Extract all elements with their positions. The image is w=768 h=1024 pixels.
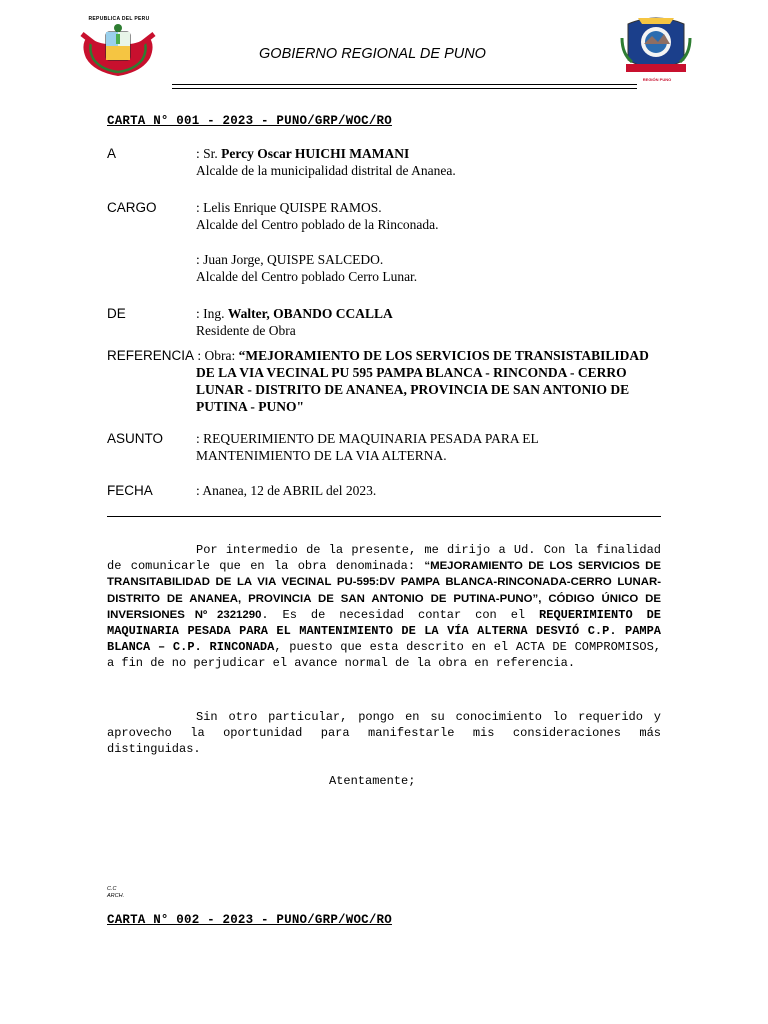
puno-region-emblem-icon (618, 14, 694, 82)
field-referencia (107, 347, 667, 414)
field-de-name: Walter, OBANDO CCALLA (227, 306, 393, 321)
field-cargo-label: CARGO (107, 200, 157, 215)
body-paragraph-2 (107, 709, 661, 758)
field-fecha-label: FECHA (107, 483, 153, 498)
body-paragraph-1 (107, 542, 661, 672)
body-p1-end: , puesto que esta descrito en el ACTA DE COMPROMISOS, a fin de no perjudicar el avance normal de la obra en referencia. (107, 640, 661, 671)
field-a-label: A (107, 146, 117, 161)
field-a-prefix: : Sr. (196, 146, 222, 161)
field-cargo-line2: Alcalde del Centro poblado de la Rinconada. (196, 217, 439, 232)
body-p1-intro: Por intermedio de la presente, me dirijo a Ud. Con la finalidad de comunicarle que en la obra denominada: (107, 543, 661, 574)
field-de-title: Residente de Obra (196, 323, 296, 338)
body-p1-project: “MEJORAMIENTO DE LOS SERVICIOS DE TRANSITABILIDAD DE LA VIA VECINAL PU-595:DV PAMPA BLANCA-RINCONADA-CERRO LUNAR-DISTRITO DE ANANEA, PROVINCIA DE SAN ANTONIO DE PUTINA-PUNO”, CÓDIGO ÚNICO DE INVERSIONES Nº 2321290 (107, 560, 661, 621)
field-referencia-line3: LUNAR - DISTRITO DE ANANEA, PROVINCIA DE SAN ANTONIO DE (196, 382, 630, 397)
header-title: GOBIERNO REGIONAL DE PUNO (259, 46, 486, 62)
body-p2-text: Sin otro particular, pongo en su conocimiento lo requerido y aprovecho la oportunidad para manifestarle mis consideraciones más distinguidas. (107, 710, 661, 757)
header-rule-thin (172, 88, 637, 89)
right-logo-caption: REGIÓN PUNO (642, 77, 672, 82)
field-referencia-line2: DE LA VIA VECINAL PU 595 PAMPA BLANCA - RINCONDA - CERRO (196, 365, 627, 380)
field-a-name: Percy Oscar HUICHI MAMANI (221, 146, 410, 161)
section-divider (107, 516, 661, 517)
field-referencia-line1: “MEJORAMIENTO DE LOS SERVICIOS DE TRANSISTABILIDAD (238, 348, 649, 363)
field-cargo-line3: : Juan Jorge, QUISPE SALCEDO. (196, 252, 384, 267)
cc-line2: ARCH. (107, 893, 125, 899)
closing-salutation: Atentamente; (329, 774, 416, 788)
field-de-label: DE (107, 306, 126, 321)
cc-note (107, 886, 124, 900)
header-rule (172, 84, 637, 85)
letter-number-top: CARTA N° 001 - 2023 - PUNO/GRP/WOC/RO (107, 114, 392, 128)
field-referencia-prefix: : Obra: (194, 348, 239, 363)
body-p1-mid: . Es de necesidad contar con el (261, 607, 540, 622)
peru-coat-of-arms-icon (78, 14, 158, 80)
field-asunto-label: ASUNTO (107, 431, 164, 446)
field-referencia-line4: PUTINA - PUNO" (196, 399, 304, 414)
cc-line1: C.C (107, 886, 117, 892)
field-cargo-line4: Alcalde del Centro poblado Cerro Lunar. (196, 269, 418, 284)
field-a-title: Alcalde de la municipalidad distrital de Ananea. (196, 163, 456, 178)
field-asunto-line2: MANTENIMIENTO DE LA VIA ALTERNA. (196, 448, 447, 463)
field-de-prefix: : Ing. (196, 306, 228, 321)
left-logo-caption: REPUBLICA DEL PERU (88, 16, 150, 22)
field-fecha-value: : Ananea, 12 de ABRIL del 2023. (196, 483, 377, 498)
body-p1-requirement: REQUERIMIENTO DE MAQUINARIA PESADA PARA EL MANTENIMIENTO DE LA VÍA ALTERNA DESVIÓ C.P. PAMPA BLANCA – C.P. RINCONADA (107, 607, 662, 655)
letterhead (0, 0, 768, 100)
field-referencia-label: REFERENCIA (107, 348, 195, 363)
field-cargo-line1: : Lelis Enrique QUISPE RAMOS. (196, 200, 382, 215)
letter-number-bottom: CARTA N° 002 - 2023 - PUNO/GRP/WOC/RO (107, 913, 392, 927)
field-asunto-line1: : REQUERIMIENTO DE MAQUINARIA PESADA PARA EL (196, 431, 539, 446)
